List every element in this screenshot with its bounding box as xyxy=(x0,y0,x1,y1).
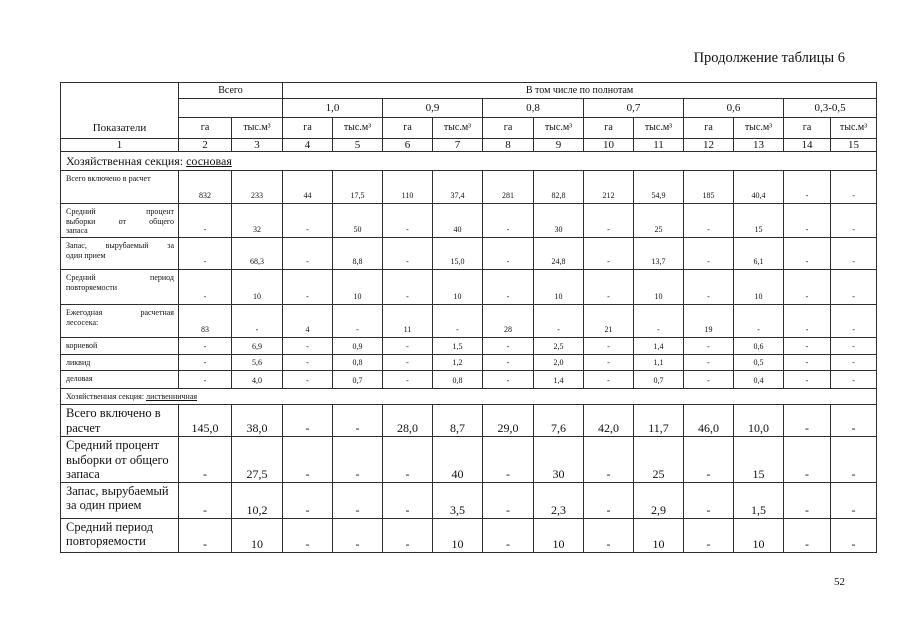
row-label-line: Всего включено в расчет xyxy=(66,174,151,183)
section-title xyxy=(61,152,877,171)
column-number: 10 xyxy=(584,139,634,152)
table-cell: - xyxy=(584,338,634,355)
row-label xyxy=(61,338,179,355)
column-number: 2 xyxy=(179,139,232,152)
table-cell: - xyxy=(483,270,534,305)
table-cell: - xyxy=(584,270,634,305)
table-cell: 6,9 xyxy=(232,338,283,355)
header-row-densities xyxy=(61,99,877,118)
column-number: 15 xyxy=(831,139,877,152)
table-cell: 4 xyxy=(283,305,333,338)
row-label xyxy=(61,405,179,437)
row-label-line: Запас, вырубаемый за xyxy=(66,241,174,250)
table-cell: 83 xyxy=(179,305,232,338)
row-label xyxy=(61,437,179,483)
row-label-line: выборки от общего xyxy=(66,452,169,467)
table-cell: - xyxy=(179,355,232,371)
table-cell: - xyxy=(684,355,734,371)
table-cell: 13,7 xyxy=(634,238,684,270)
table-cell: - xyxy=(784,171,831,204)
section-title-row xyxy=(61,152,877,171)
table-cell: - xyxy=(179,338,232,355)
table-cell: 10 xyxy=(232,518,283,552)
table-cell: 832 xyxy=(179,171,232,204)
table-cell: - xyxy=(784,437,831,483)
table-cell: 46,0 xyxy=(684,405,734,437)
table-cell: - xyxy=(283,518,333,552)
table-cell: - xyxy=(283,371,333,389)
header-row-groups xyxy=(61,83,877,99)
row-label-line: расчет xyxy=(66,420,101,435)
table-row xyxy=(61,238,877,270)
row-label-line: за один прием xyxy=(66,498,142,512)
table-cell: - xyxy=(584,437,634,483)
table-row xyxy=(61,204,877,238)
section-title xyxy=(61,389,877,405)
table-cell: 0,7 xyxy=(333,371,383,389)
row-label xyxy=(61,270,179,305)
header-including: В том числе по полнотам xyxy=(283,83,877,99)
table-cell: 68,3 xyxy=(232,238,283,270)
table-cell: 0,9 xyxy=(333,338,383,355)
table-cell: - xyxy=(684,518,734,552)
table-cell: 0,5 xyxy=(734,355,784,371)
table-cell: - xyxy=(831,305,877,338)
table-cell: 10 xyxy=(734,518,784,552)
table-cell: - xyxy=(179,371,232,389)
table-cell: - xyxy=(831,238,877,270)
table-cell: - xyxy=(483,482,534,518)
table-cell: 10 xyxy=(232,270,283,305)
table-cell: - xyxy=(283,355,333,371)
table-cell: 8,7 xyxy=(433,405,483,437)
header-unit: га xyxy=(684,118,734,139)
table-row xyxy=(61,437,877,483)
column-number: 4 xyxy=(283,139,333,152)
column-number: 1 xyxy=(61,139,179,152)
table-cell: - xyxy=(383,204,433,238)
table-cell: 42,0 xyxy=(584,405,634,437)
header-density: 0,8 xyxy=(483,99,584,118)
table-cell: - xyxy=(784,338,831,355)
header-unit: га xyxy=(383,118,433,139)
table-cell: 19 xyxy=(684,305,734,338)
table-cell: 10,2 xyxy=(232,482,283,518)
table-cell: 0,7 xyxy=(634,371,684,389)
table-cell: 24,8 xyxy=(534,238,584,270)
header-unit: га xyxy=(784,118,831,139)
header-unit: тыс.м³ xyxy=(534,118,584,139)
table-cell: - xyxy=(831,338,877,355)
table-cell: 3,5 xyxy=(433,482,483,518)
table-cell: 54,9 xyxy=(634,171,684,204)
table-cell: - xyxy=(734,305,784,338)
table-cell: - xyxy=(684,270,734,305)
table-cell: 27,5 xyxy=(232,437,283,483)
table-cell: 1,2 xyxy=(433,355,483,371)
table-cell: - xyxy=(684,238,734,270)
row-label-line: запаса xyxy=(66,226,88,235)
table-cell: 10 xyxy=(634,270,684,305)
table-cell: - xyxy=(784,518,831,552)
header-total: Всего xyxy=(179,83,283,99)
table-cell: 1,4 xyxy=(634,338,684,355)
table-row xyxy=(61,305,877,338)
table-cell: - xyxy=(383,238,433,270)
column-number: 5 xyxy=(333,139,383,152)
row-label xyxy=(61,238,179,270)
table-cell: - xyxy=(333,437,383,483)
section-title-row xyxy=(61,389,877,405)
header-unit: га xyxy=(483,118,534,139)
table-cell: 10 xyxy=(734,270,784,305)
row-label xyxy=(61,482,179,518)
table-cell: 0,6 xyxy=(734,338,784,355)
header-density: 0,6 xyxy=(684,99,784,118)
row-label-line: лесосека: xyxy=(66,317,99,327)
table-cell: - xyxy=(831,204,877,238)
table-body xyxy=(61,152,877,553)
table-continuation-caption: Продолжение таблицы 6 xyxy=(693,50,845,66)
table-cell: - xyxy=(831,355,877,371)
section-title-prefix: Хозяйственная секция: xyxy=(66,154,184,168)
table-cell: 110 xyxy=(383,171,433,204)
table-cell: 10 xyxy=(534,518,584,552)
table-cell: 212 xyxy=(584,171,634,204)
table-row xyxy=(61,482,877,518)
table-row xyxy=(61,171,877,204)
table-cell: - xyxy=(831,171,877,204)
table-cell: 29,0 xyxy=(483,405,534,437)
table-cell: 17,5 xyxy=(333,171,383,204)
table-cell: 38,0 xyxy=(232,405,283,437)
table-cell: - xyxy=(784,238,831,270)
table-cell: 44 xyxy=(283,171,333,204)
table-cell: - xyxy=(584,204,634,238)
table-cell: - xyxy=(383,482,433,518)
row-label xyxy=(61,305,179,338)
table-cell: - xyxy=(333,518,383,552)
table-cell: - xyxy=(684,437,734,483)
header-unit: тыс.м³ xyxy=(333,118,383,139)
table-cell: - xyxy=(179,437,232,483)
table-cell: - xyxy=(784,482,831,518)
table-cell: 25 xyxy=(634,204,684,238)
table-cell: 11 xyxy=(383,305,433,338)
table-cell: 2,9 xyxy=(634,482,684,518)
table-cell: 10 xyxy=(534,270,584,305)
header-unit: тыс.м³ xyxy=(831,118,877,139)
table-row xyxy=(61,371,877,389)
column-number: 12 xyxy=(684,139,734,152)
table-cell: - xyxy=(383,371,433,389)
table-cell: - xyxy=(634,305,684,338)
header-unit: га xyxy=(584,118,634,139)
table-cell: - xyxy=(232,305,283,338)
header-row-column-numbers xyxy=(61,139,877,152)
table-cell: 10 xyxy=(634,518,684,552)
table-cell: - xyxy=(283,238,333,270)
table-cell: - xyxy=(283,270,333,305)
table-cell: - xyxy=(684,338,734,355)
section-name: лиственничная xyxy=(146,391,198,401)
table-cell: 1,5 xyxy=(734,482,784,518)
row-label-line: деловая xyxy=(66,374,93,383)
table-cell: 10 xyxy=(333,270,383,305)
row-label xyxy=(61,171,179,204)
table-cell: 7,6 xyxy=(534,405,584,437)
table-cell: - xyxy=(383,355,433,371)
header-row-units xyxy=(61,118,877,139)
table-cell: - xyxy=(283,482,333,518)
table-cell: 40 xyxy=(433,437,483,483)
table-cell: 0,4 xyxy=(734,371,784,389)
table-cell: - xyxy=(179,270,232,305)
row-label-line: повторяемости xyxy=(66,282,118,292)
table-cell: 2,5 xyxy=(534,338,584,355)
table-cell: - xyxy=(684,482,734,518)
table-cell: - xyxy=(584,238,634,270)
header-unit: тыс.м³ xyxy=(734,118,784,139)
row-label-line: повторяемости xyxy=(66,534,146,548)
table-cell: - xyxy=(483,338,534,355)
table-cell: - xyxy=(179,518,232,552)
table-cell: 0,8 xyxy=(433,371,483,389)
table-cell: 1,5 xyxy=(433,338,483,355)
table-cell: - xyxy=(831,270,877,305)
table-cell: 40 xyxy=(433,204,483,238)
table-cell: - xyxy=(283,338,333,355)
header-density: 1,0 xyxy=(283,99,383,118)
table-cell: - xyxy=(483,204,534,238)
row-label-line: выборки от общего xyxy=(66,216,174,226)
table-row xyxy=(61,355,877,371)
header-density: 0,3-0,5 xyxy=(784,99,877,118)
table-cell: - xyxy=(179,482,232,518)
table-cell: - xyxy=(784,371,831,389)
table-cell: 10 xyxy=(433,270,483,305)
row-label-line: Средний период xyxy=(66,519,153,534)
row-label-line: Средний процент xyxy=(66,207,174,216)
table-cell: 25 xyxy=(634,437,684,483)
table-cell: 2,3 xyxy=(534,482,584,518)
table-cell: 281 xyxy=(483,171,534,204)
table-cell: 28 xyxy=(483,305,534,338)
table-cell: - xyxy=(483,355,534,371)
table-cell: - xyxy=(483,518,534,552)
table-cell: 1,4 xyxy=(534,371,584,389)
table-cell: 15 xyxy=(734,437,784,483)
table-cell: - xyxy=(831,518,877,552)
header-indicators: Показатели xyxy=(61,83,179,139)
table-cell: - xyxy=(784,405,831,437)
table-cell: - xyxy=(483,238,534,270)
table-cell: - xyxy=(584,482,634,518)
column-number: 9 xyxy=(534,139,584,152)
row-label xyxy=(61,518,179,552)
table-cell: - xyxy=(383,270,433,305)
table-cell: 21 xyxy=(584,305,634,338)
table-cell: - xyxy=(831,371,877,389)
table-cell: 2,0 xyxy=(534,355,584,371)
table-cell: - xyxy=(784,204,831,238)
table-cell: 32 xyxy=(232,204,283,238)
row-label-line: запаса xyxy=(66,467,100,481)
row-label-line: Запас, вырубаемый xyxy=(66,483,169,498)
table-cell: - xyxy=(179,238,232,270)
table-row xyxy=(61,405,877,437)
table-cell: 30 xyxy=(534,204,584,238)
row-label xyxy=(61,371,179,389)
table-cell: 233 xyxy=(232,171,283,204)
table-cell: - xyxy=(784,305,831,338)
table-cell: - xyxy=(534,305,584,338)
table-cell: 145,0 xyxy=(179,405,232,437)
column-number: 6 xyxy=(383,139,433,152)
table-cell: - xyxy=(383,518,433,552)
column-number: 13 xyxy=(734,139,784,152)
column-number: 14 xyxy=(784,139,831,152)
header-unit: тыс.м³ xyxy=(232,118,283,139)
header-total-spacer xyxy=(179,99,283,118)
row-label-line: Средний процент xyxy=(66,438,160,452)
table-cell: - xyxy=(784,355,831,371)
table-cell: 4,0 xyxy=(232,371,283,389)
table-cell: - xyxy=(483,371,534,389)
section-name: сосновая xyxy=(186,154,232,168)
column-number: 8 xyxy=(483,139,534,152)
table-cell: 10 xyxy=(433,518,483,552)
table-cell: - xyxy=(483,437,534,483)
row-label-line: Ежегодная расчетная xyxy=(66,308,174,317)
header-unit: тыс.м³ xyxy=(433,118,483,139)
table-cell: - xyxy=(283,437,333,483)
table-cell: 28,0 xyxy=(383,405,433,437)
table-cell: 50 xyxy=(333,204,383,238)
table-cell: - xyxy=(584,518,634,552)
row-label xyxy=(61,204,179,238)
table-cell: 1,1 xyxy=(634,355,684,371)
header-unit: тыс.м³ xyxy=(634,118,684,139)
page-number: 52 xyxy=(834,576,845,588)
table-cell: - xyxy=(333,482,383,518)
table-cell: 6,1 xyxy=(734,238,784,270)
table-cell: 0,8 xyxy=(333,355,383,371)
table-cell: - xyxy=(179,204,232,238)
table-cell: 185 xyxy=(684,171,734,204)
table-cell: - xyxy=(584,355,634,371)
column-number: 11 xyxy=(634,139,684,152)
table-cell: - xyxy=(283,204,333,238)
column-number: 7 xyxy=(433,139,483,152)
table-cell: - xyxy=(283,405,333,437)
row-label-line: Средний период xyxy=(66,273,174,282)
row-label-line: Всего включено в xyxy=(66,406,161,420)
table-cell: 40,4 xyxy=(734,171,784,204)
table-cell: - xyxy=(584,371,634,389)
table-cell: - xyxy=(831,405,877,437)
table-cell: - xyxy=(831,482,877,518)
row-label-line: ликвид xyxy=(66,358,91,367)
forest-table xyxy=(60,82,877,553)
table-cell: - xyxy=(383,338,433,355)
table-cell: - xyxy=(684,371,734,389)
column-number: 3 xyxy=(232,139,283,152)
header-unit: га xyxy=(283,118,333,139)
row-label-line: корневой xyxy=(66,341,98,350)
header-density: 0,7 xyxy=(584,99,684,118)
table-cell: - xyxy=(333,405,383,437)
table-cell: 5,6 xyxy=(232,355,283,371)
table-cell: - xyxy=(433,305,483,338)
table-cell: 82,8 xyxy=(534,171,584,204)
table-cell: 37,4 xyxy=(433,171,483,204)
table-row xyxy=(61,518,877,552)
table-cell: - xyxy=(784,270,831,305)
table-cell: 15 xyxy=(734,204,784,238)
header-unit: га xyxy=(179,118,232,139)
header-density: 0,9 xyxy=(383,99,483,118)
row-label xyxy=(61,355,179,371)
table-cell: 10,0 xyxy=(734,405,784,437)
row-label-line: один прием xyxy=(66,250,106,260)
table-cell: - xyxy=(684,204,734,238)
table-cell: - xyxy=(333,305,383,338)
table-cell: 11,7 xyxy=(634,405,684,437)
table-row xyxy=(61,270,877,305)
table-cell: - xyxy=(383,437,433,483)
table-cell: - xyxy=(831,437,877,483)
table-cell: 15,0 xyxy=(433,238,483,270)
table-cell: 8,8 xyxy=(333,238,383,270)
section-title-prefix: Хозяйственная секция: xyxy=(66,391,145,401)
table-row xyxy=(61,338,877,355)
table-cell: 30 xyxy=(534,437,584,483)
